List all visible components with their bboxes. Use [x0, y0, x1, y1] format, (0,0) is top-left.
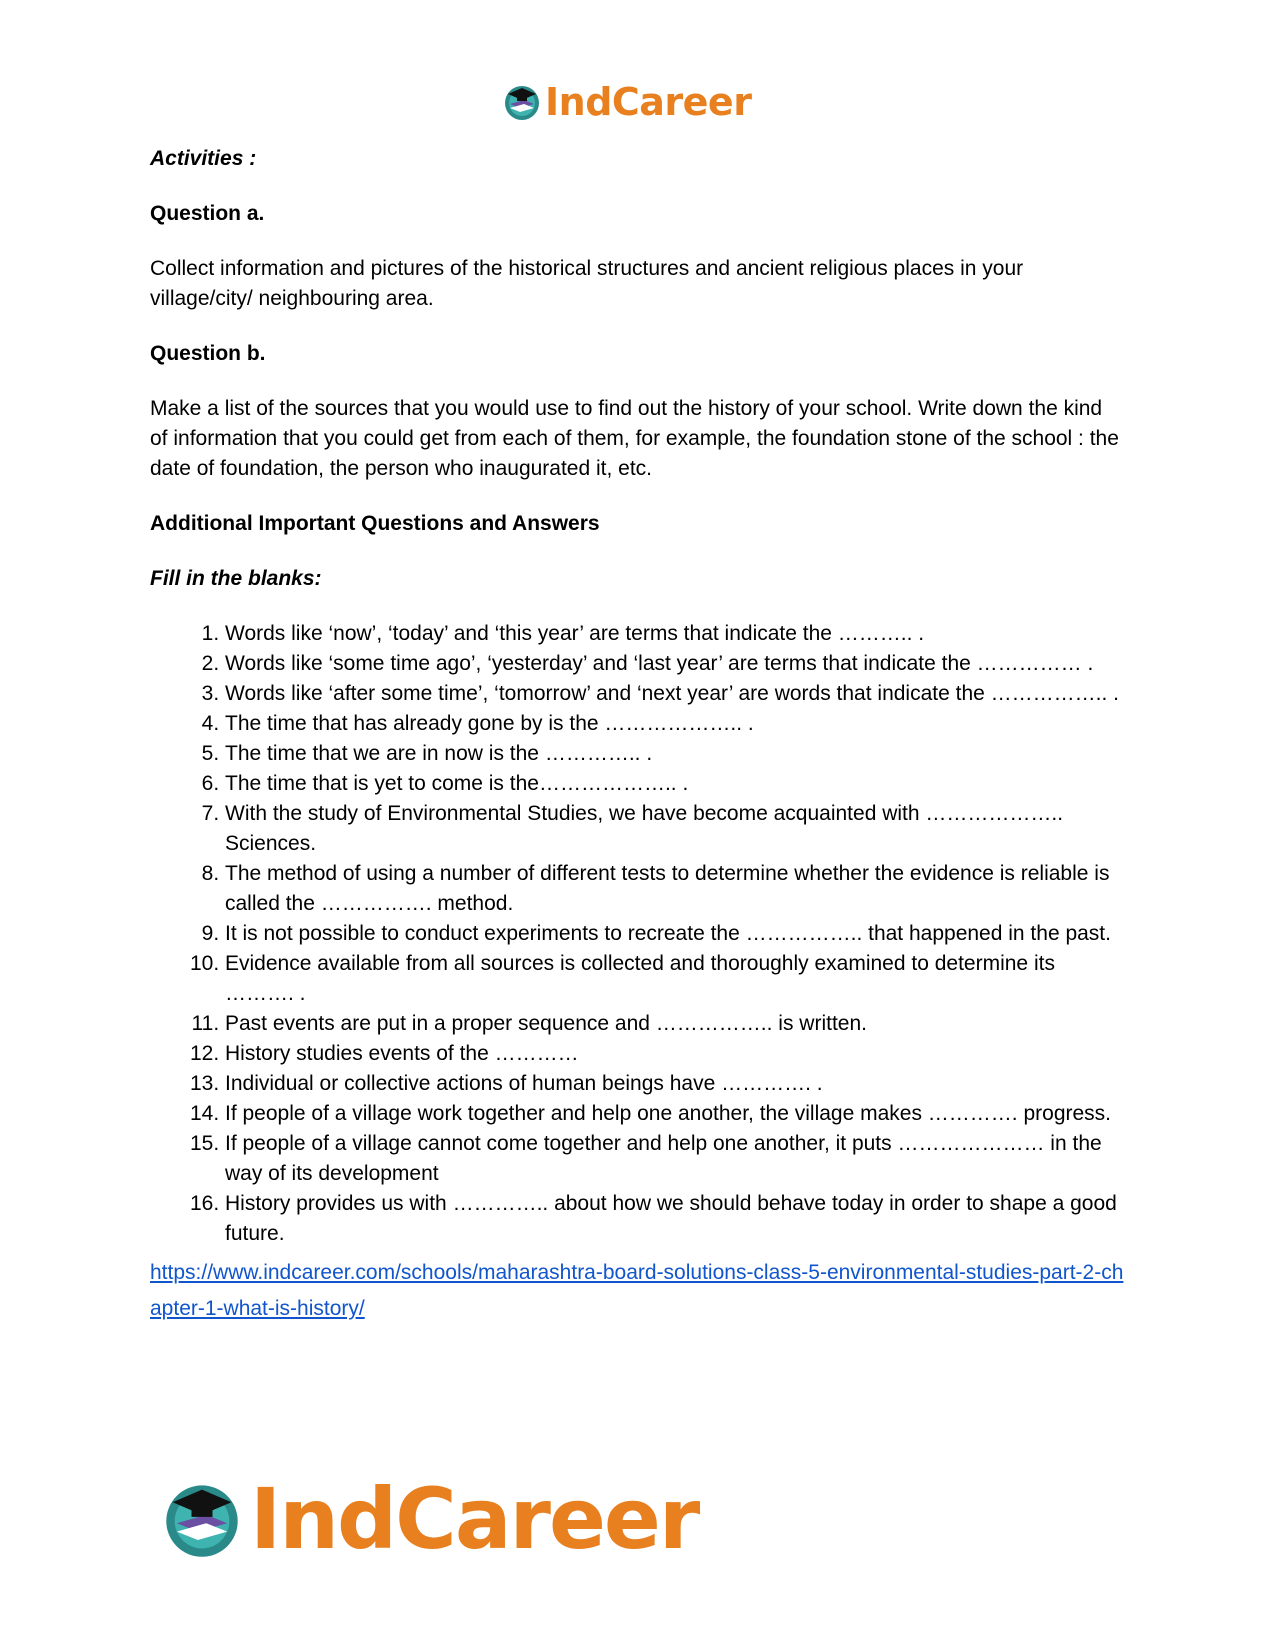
- graduation-cap-globe-icon: [160, 1477, 244, 1561]
- document-body: [150, 144, 1125, 1327]
- question-b-text: Make a list of the sources that you would use to find out the history of your school. Write down the kind of information that you could get from each of them, for example, the foundation stone of the school : the date of foundation, the person who inaugurated it, etc.: [150, 397, 1119, 480]
- list-item: 15. If people of a village cannot come together and help one another, it puts ………………… in the way of its development: [225, 1129, 1125, 1189]
- list-item: 8. The method of using a number of different tests to determine whether the evidence is reliable is called the ……………. method.: [225, 859, 1125, 919]
- list-item: 11. Past events are put in a proper sequence and …………….. is written.: [225, 1009, 1125, 1039]
- list-item: 14. If people of a village work together and help one another, the village makes …………. progress.: [225, 1099, 1125, 1129]
- additional-questions-heading: Additional Important Questions and Answers: [150, 512, 600, 535]
- fill-blanks-heading: Fill in the blanks:: [150, 567, 322, 590]
- list-item: 6. The time that is yet to come is the……………….. .: [225, 769, 1125, 799]
- indcareer-logo-top: [502, 80, 751, 124]
- activities-heading: Activities :: [150, 147, 257, 170]
- list-item: 10. Evidence available from all sources is collected and thoroughly examined to determine its ………. .: [225, 949, 1125, 1009]
- source-link[interactable]: https://www.indcareer.com/schools/maharashtra-board-solutions-class-5-environmental-studies-part-2-chapter-1-what-is-history/: [150, 1261, 1124, 1320]
- list-item: 12. History studies events of the …………: [225, 1039, 1125, 1069]
- graduation-cap-globe-icon: [502, 82, 542, 122]
- list-item: 5. The time that we are in now is the ………….. .: [225, 739, 1125, 769]
- question-a-text: Collect information and pictures of the historical structures and ancient religious places in your village/city/ neighbouring area.: [150, 257, 1024, 310]
- logo-text: IndCareer: [545, 80, 752, 124]
- indcareer-logo-bottom: [160, 1470, 698, 1568]
- list-item: 13. Individual or collective actions of human beings have …………. .: [225, 1069, 1125, 1099]
- list-item: 16. History provides us with ………….. about how we should behave today in order to shape a good future.: [225, 1189, 1125, 1249]
- list-item: 7. With the study of Environmental Studies, we have become acquainted with ……………….. Sciences.: [225, 799, 1125, 859]
- question-b-label: Question b.: [150, 342, 266, 365]
- list-item: 2. Words like ‘some time ago’, ‘yesterday’ and ‘last year’ are terms that indicate the …………… .: [225, 649, 1125, 679]
- list-item: 1. Words like ‘now’, ‘today’ and ‘this year’ are terms that indicate the ……….. .: [225, 619, 1125, 649]
- list-item: 9. It is not possible to conduct experiments to recreate the …………….. that happened in the past.: [225, 919, 1125, 949]
- list-item: 3. Words like ‘after some time’, ‘tomorrow’ and ‘next year’ are words that indicate the …………….. .: [225, 679, 1125, 709]
- fill-blanks-list: [150, 619, 1125, 1249]
- logo-text: IndCareer: [250, 1470, 699, 1568]
- question-a-label: Question a.: [150, 202, 265, 225]
- list-item: 4. The time that has already gone by is the ……………….. .: [225, 709, 1125, 739]
